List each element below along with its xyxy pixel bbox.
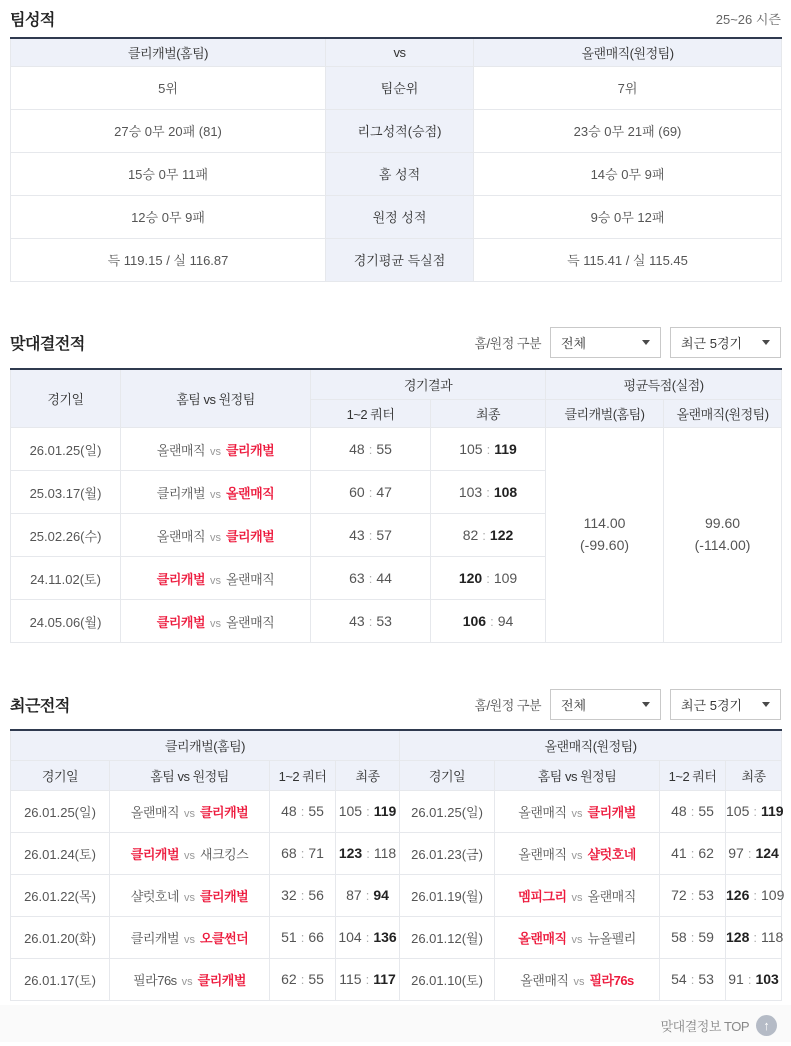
recent-records-table [10,729,785,1001]
home-team-name: 올랜매직 [518,930,567,946]
date-cell: 24.05.06(월) [11,600,121,643]
matchup-cell: 클리캐벌 vs 오클썬더 [110,916,270,958]
away-team-name: 새크킹스 [200,846,249,862]
final-score-cell: 120 : 109 [431,557,546,600]
home-team-name: 클리캐벌 [130,846,179,862]
final-score-cell: 91 : 103 [726,958,782,1000]
matchup-cell: 올랜매직 vs 클리캐벌 [121,428,311,471]
quarter-score-cell: 51 : 66 [270,916,336,958]
chevron-down-icon [642,702,650,707]
table-row [11,874,782,916]
home-value-cell: 득 119.15 / 실 116.87 [11,238,326,281]
away-team-name: 올랜매직 [226,485,275,501]
range-filter-value: 최근 5경기 [681,336,743,351]
home-value-cell: 15승 0무 11패 [11,152,326,195]
table-header-row [11,38,782,66]
final-header: 최종 [431,400,546,428]
quarter-score-cell: 63 : 44 [311,557,431,600]
away-team-name: 뉴올펠리 [587,930,636,946]
final-score-cell: 115 : 117 [336,958,400,1000]
final-score-cell: 128 : 118 [726,916,782,958]
page-footer [0,1005,791,1042]
matchup-cell: 샬럿호네 vs 클리캐벌 [110,874,270,916]
away-team-name: 클리캐벌 [587,804,636,820]
venue-filter-value: 전체 [561,336,587,351]
matchup-header: 홈팀 vs 원정팀 [110,760,270,790]
final-score-cell: 82 : 122 [431,514,546,557]
matchup-cell: 클리캐벌 vs 새크킹스 [110,832,270,874]
home-team-name: 올랜매직 [156,528,205,544]
table-row [11,916,782,958]
venue-filter-select[interactable] [550,689,661,720]
matchup-cell: 올랜매직 vs 클리캐벌 [495,790,660,832]
avg-home-header: 클리캐벌(홈팀) [546,400,664,428]
home-value-cell: 12승 0무 9패 [11,195,326,238]
final-header: 최종 [336,760,400,790]
stat-label-cell: 원정 성적 [326,195,474,238]
date-cell: 26.01.20(화) [11,916,110,958]
quarter-score-cell: 48 : 55 [660,790,726,832]
range-filter-select[interactable] [670,689,781,720]
quarter-score-cell: 62 : 55 [270,958,336,1000]
venue-filter-label: 홈/원정 구분 [474,336,541,351]
quarter-score-cell: 54 : 53 [660,958,726,1000]
venue-filter-value: 전체 [561,697,587,713]
table-row [11,238,782,281]
away-team-name: 필라76s [589,972,634,988]
quarter-header: 1~2 쿼터 [311,400,431,428]
vs-header: vs [326,38,474,66]
final-header: 최종 [726,760,782,790]
matchup-cell: 멤피그리 vs 올랜매직 [495,874,660,916]
date-header: 경기일 [400,760,495,790]
final-score-cell: 106 : 94 [431,600,546,643]
date-cell: 25.02.26(수) [11,514,121,557]
away-value-cell: 7위 [474,66,782,109]
team-stats-table [10,37,782,282]
home-team-name: 샬럿호네 [130,888,179,904]
recent-records-section [10,688,785,1001]
away-value-cell: 23승 0무 21패 (69) [474,109,782,152]
home-team-name: 올랜매직 [518,804,567,820]
head-to-head-section [10,327,781,644]
stat-label-cell: 리그성적(승점) [326,109,474,152]
away-team-name: 클리캐벌 [226,442,275,458]
table-header-row [11,369,782,400]
back-to-top-link[interactable]: 맞대결정보 TOP [660,1018,749,1034]
table-row [11,832,782,874]
home-team-name: 올랜매직 [156,442,205,458]
final-score-cell: 105 : 119 [431,428,546,471]
head-to-head-title: 맞대결전적 [10,336,85,353]
quarter-score-cell: 41 : 62 [660,832,726,874]
home-value-cell: 27승 0무 20패 (81) [11,109,326,152]
matchup-cell: 올랜매직 vs 필라76s [495,958,660,1000]
home-team-name: 올랜매직 [520,972,569,988]
away-team-name: 올랜매직 [226,614,275,630]
season-label: 25~26 시즌 [715,11,781,27]
matchup-header: 홈팀 vs 원정팀 [121,369,311,428]
quarter-score-cell: 68 : 71 [270,832,336,874]
avg-away-header: 올랜매직(원정팀) [664,400,782,428]
away-team-name: 오클썬더 [200,930,249,946]
date-cell: 26.01.19(월) [400,874,495,916]
final-score-cell: 105 : 119 [336,790,400,832]
date-header: 경기일 [11,369,121,428]
final-score-cell: 97 : 124 [726,832,782,874]
away-team-name: 클리캐벌 [200,888,249,904]
stat-label-cell: 경기평균 득실점 [326,238,474,281]
table-row [11,958,782,1000]
home-value-cell: 5위 [11,66,326,109]
away-team-name: 올랜매직 [587,888,636,904]
table-header-row [11,730,782,760]
final-score-cell: 104 : 136 [336,916,400,958]
matchup-cell: 올랜매직 vs 뉴올펠리 [495,916,660,958]
matchup-header: 홈팀 vs 원정팀 [495,760,660,790]
date-cell: 26.01.10(토) [400,958,495,1000]
h2h-filters [474,327,781,358]
table-row [11,790,782,832]
table-row [11,152,782,195]
quarter-score-cell: 48 : 55 [270,790,336,832]
table-row [11,195,782,238]
date-cell: 26.01.25(일) [11,790,110,832]
recent-records-title: 최근전적 [10,697,70,715]
home-team-group-header: 클리캐벌(홈팀) [11,730,400,760]
away-value-cell: 득 115.41 / 실 115.45 [474,238,782,281]
chevron-down-icon [762,702,770,707]
table-row [11,66,782,109]
stat-label-cell: 팀순위 [326,66,474,109]
stat-label-cell: 홈 성적 [326,152,474,195]
away-value-cell: 9승 0무 12패 [474,195,782,238]
matchup-cell: 클리캐벌 vs 올랜매직 [121,557,311,600]
recent-filters [474,689,781,720]
matchup-cell: 올랜매직 vs 샬럿호네 [495,832,660,874]
date-cell: 26.01.25(일) [11,428,121,471]
home-team-header: 클리캐벌(홈팀) [11,38,326,66]
avg-group-header: 평균득점(실점) [546,369,782,400]
range-filter-select[interactable] [670,327,781,358]
quarter-score-cell: 58 : 59 [660,916,726,958]
away-team-name: 클리캐벌 [200,804,249,820]
home-team-name: 멤피그리 [518,888,567,904]
matchup-cell: 클리캐벌 vs 올랜매직 [121,471,311,514]
home-team-name: 클리캐벌 [156,614,205,630]
quarter-score-cell: 48 : 55 [311,428,431,471]
final-score-cell: 105 : 119 [726,790,782,832]
away-team-name: 올랜매직 [226,571,275,587]
head-to-head-table [10,368,782,644]
away-team-group-header: 올랜매직(원정팀) [400,730,782,760]
away-team-name: 클리캐벌 [226,528,275,544]
away-value-cell: 14승 0무 9패 [474,152,782,195]
table-header-row [11,760,782,790]
result-group-header: 경기결과 [311,369,546,400]
matchup-cell: 클리캐벌 vs 올랜매직 [121,600,311,643]
date-cell: 24.11.02(토) [11,557,121,600]
date-cell: 25.03.17(월) [11,471,121,514]
away-team-header: 올랜매직(원정팀) [474,38,782,66]
home-team-name: 클리캐벌 [156,571,205,587]
matchup-cell: 올랜매직 vs 클리캐벌 [110,790,270,832]
chevron-down-icon [762,340,770,345]
away-team-name: 클리캐벌 [197,972,246,988]
home-team-name: 클리캐벌 [156,485,205,501]
home-team-name: 올랜매직 [130,804,179,820]
final-score-cell: 126 : 109 [726,874,782,916]
team-stats-section [10,6,781,282]
date-cell: 26.01.23(금) [400,832,495,874]
away-team-name: 샬럿호네 [587,846,636,862]
date-cell: 26.01.25(일) [400,790,495,832]
home-team-name: 필라76s [133,972,177,988]
quarter-score-cell: 43 : 57 [311,514,431,557]
home-team-name: 클리캐벌 [130,930,179,946]
final-score-cell: 103 : 108 [431,471,546,514]
quarter-score-cell: 60 : 47 [311,471,431,514]
team-stats-title: 팀성적 [10,11,55,29]
date-header: 경기일 [11,760,110,790]
table-row [11,428,782,471]
matchup-cell: 필라76s vs 클리캐벌 [110,958,270,1000]
arrow-up-icon[interactable]: ↑ [756,1015,777,1036]
quarter-score-cell: 43 : 53 [311,600,431,643]
table-row [11,109,782,152]
venue-filter-select[interactable] [550,327,661,358]
quarter-score-cell: 72 : 53 [660,874,726,916]
date-cell: 26.01.12(월) [400,916,495,958]
home-team-name: 올랜매직 [518,846,567,862]
final-score-cell: 123 : 118 [336,832,400,874]
date-cell: 26.01.22(목) [11,874,110,916]
quarter-score-cell: 32 : 56 [270,874,336,916]
quarter-header: 1~2 쿼터 [660,760,726,790]
matchup-cell: 올랜매직 vs 클리캐벌 [121,514,311,557]
date-cell: 26.01.24(토) [11,832,110,874]
final-score-cell: 87 : 94 [336,874,400,916]
chevron-down-icon [642,340,650,345]
avg-home-cell: 114.00 (-99.60) [546,428,664,643]
venue-filter-label: 홈/원정 구분 [474,697,541,713]
range-filter-value: 최근 5경기 [681,697,743,713]
date-cell: 26.01.17(토) [11,958,110,1000]
avg-away-cell: 99.60 (-114.00) [664,428,782,643]
quarter-header: 1~2 쿼터 [270,760,336,790]
